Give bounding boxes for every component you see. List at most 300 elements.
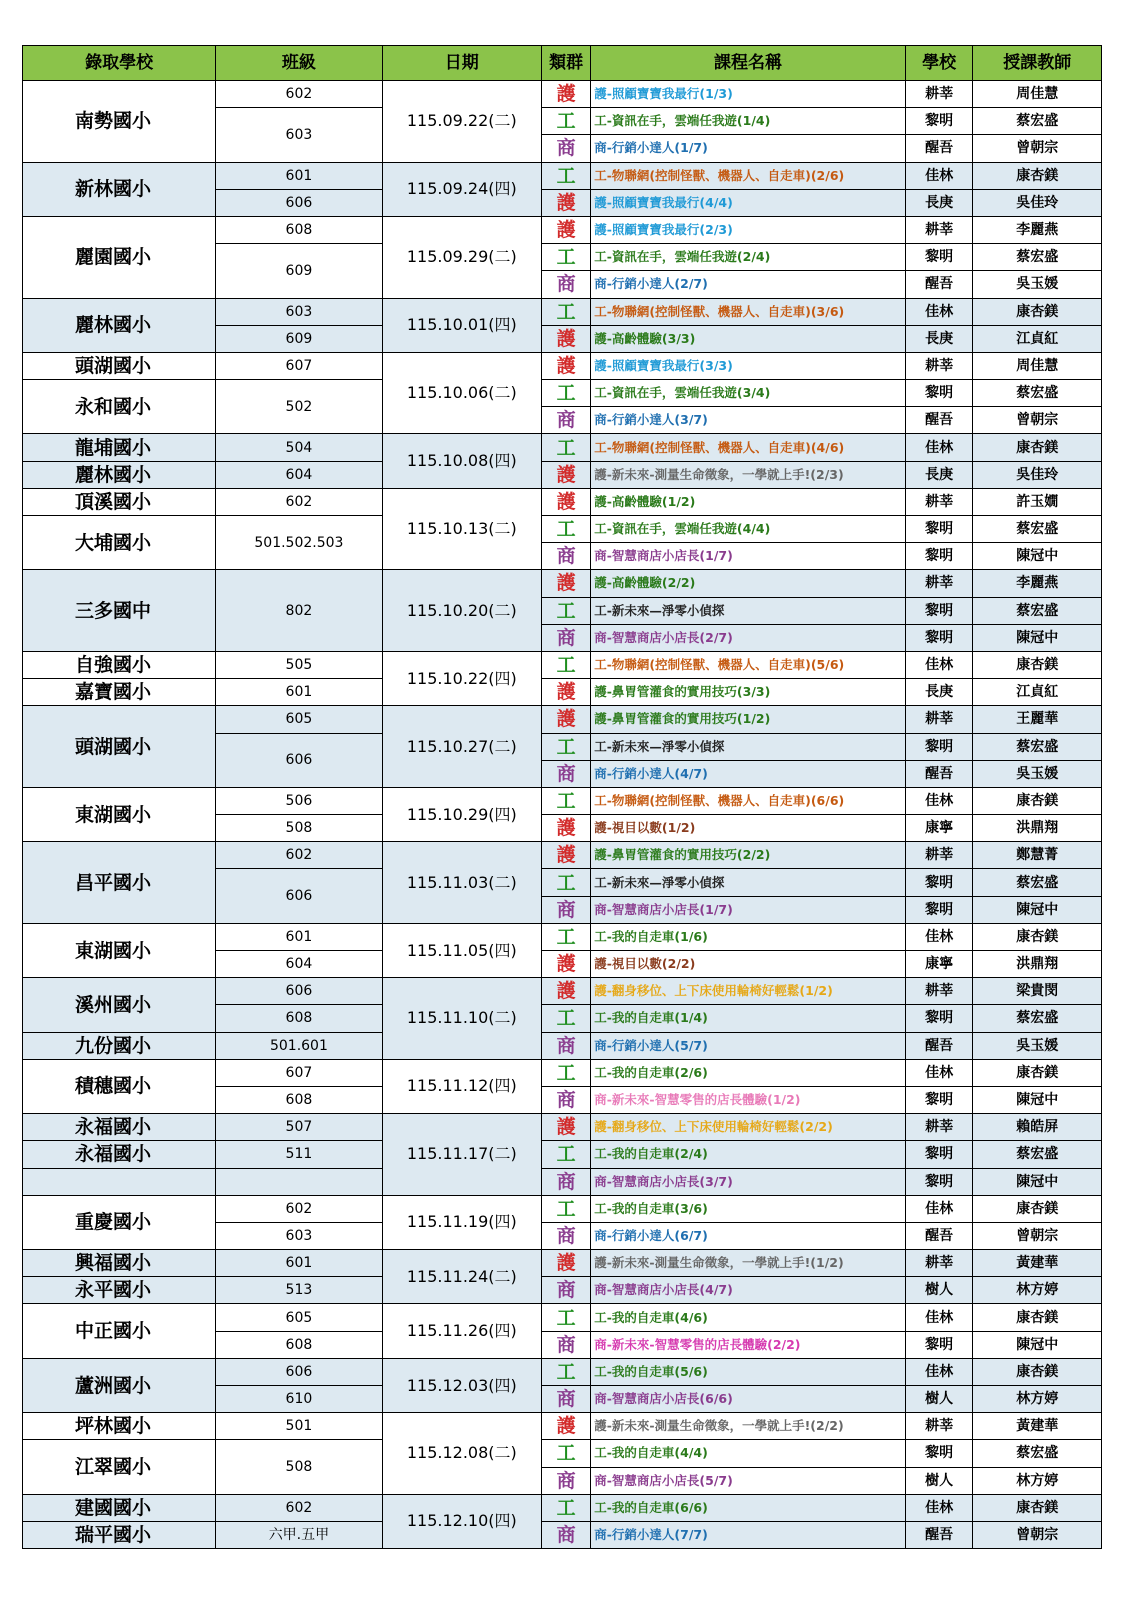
date-cell: 115.10.27(二) (382, 706, 541, 788)
school-name-cell: 嘉寶國小 (23, 679, 216, 706)
location-cell: 康寧 (905, 815, 973, 842)
class-cell: 603 (216, 108, 382, 162)
location-cell: 康寧 (905, 951, 973, 978)
location-cell: 耕莘 (905, 81, 973, 108)
category-badge-cell: 護 (541, 679, 590, 706)
category-badge-cell: 護 (541, 189, 590, 216)
course-name-cell: 商-智慧商店小店長(1/7) (591, 543, 905, 570)
class-cell: 501.502.503 (216, 516, 382, 570)
location-cell: 佳林 (905, 1494, 973, 1521)
table-row (23, 1413, 1102, 1440)
class-cell: 606 (216, 978, 382, 1005)
category-badge-cell: 工 (541, 380, 590, 407)
category-badge-cell: 工 (541, 1358, 590, 1385)
date-cell: 115.09.24(四) (382, 162, 541, 216)
course-name-cell: 工-我的自走車(2/6) (591, 1059, 905, 1086)
teacher-cell: 蔡宏盛 (973, 380, 1102, 407)
header-date: 日期 (382, 46, 541, 81)
category-badge-cell: 工 (541, 1141, 590, 1168)
teacher-cell: 李麗燕 (973, 216, 1102, 243)
course-name-cell: 商-行銷小達人(2/7) (591, 271, 905, 298)
category-badge-cell: 護 (541, 1413, 590, 1440)
location-cell: 黎明 (905, 1331, 973, 1358)
header-category: 類群 (541, 46, 590, 81)
school-name-cell: 興福國小 (23, 1250, 216, 1277)
school-name-cell: 麗林國小 (23, 298, 216, 352)
teacher-cell: 鄭慧菁 (973, 842, 1102, 869)
location-cell: 黎明 (905, 896, 973, 923)
course-name-cell: 商-智慧商店小店長(6/6) (591, 1386, 905, 1413)
class-cell: 607 (216, 352, 382, 379)
table-row (23, 787, 1102, 814)
course-name-cell: 工-新未來—淨零小偵探 (591, 597, 905, 624)
teacher-cell: 蔡宏盛 (973, 1440, 1102, 1467)
location-cell: 醒吾 (905, 1032, 973, 1059)
class-cell: 506 (216, 787, 382, 814)
location-cell: 耕莘 (905, 216, 973, 243)
location-cell: 黎明 (905, 869, 973, 896)
class-cell: 608 (216, 1086, 382, 1113)
course-name-cell: 商-智慧商店小店長(4/7) (591, 1277, 905, 1304)
date-cell: 115.09.29(二) (382, 216, 541, 298)
teacher-cell: 王麗華 (973, 706, 1102, 733)
course-name-cell: 商-智慧商店小店長(5/7) (591, 1467, 905, 1494)
table-row (23, 162, 1102, 189)
location-cell: 耕莘 (905, 570, 973, 597)
class-cell: 609 (216, 325, 382, 352)
category-badge-cell: 工 (541, 1304, 590, 1331)
date-cell: 115.11.10(二) (382, 978, 541, 1060)
location-cell: 長庚 (905, 189, 973, 216)
school-name-cell: 麗園國小 (23, 216, 216, 298)
teacher-cell: 陳冠中 (973, 1168, 1102, 1195)
teacher-cell: 陳冠中 (973, 624, 1102, 651)
teacher-cell: 許玉嫺 (973, 488, 1102, 515)
course-name-cell: 護-照顧寶寶我最行(3/3) (591, 352, 905, 379)
teacher-cell: 梁貴閔 (973, 978, 1102, 1005)
location-cell: 醒吾 (905, 135, 973, 162)
course-name-cell: 工-我的自走車(5/6) (591, 1358, 905, 1385)
school-name-cell: 頂溪國小 (23, 488, 216, 515)
course-name-cell: 工-我的自走車(1/4) (591, 1005, 905, 1032)
category-badge-cell: 護 (541, 1250, 590, 1277)
date-cell: 115.11.19(四) (382, 1195, 541, 1249)
school-name-cell: 九份國小 (23, 1032, 216, 1059)
school-name-cell: 龍埔國小 (23, 434, 216, 461)
course-name-cell: 工-物聯網(控制怪獸、機器人、自走車)(3/6) (591, 298, 905, 325)
date-cell: 115.11.26(四) (382, 1304, 541, 1358)
class-cell: 608 (216, 1005, 382, 1032)
location-cell: 醒吾 (905, 1222, 973, 1249)
course-name-cell: 商-行銷小達人(3/7) (591, 407, 905, 434)
location-cell: 耕莘 (905, 352, 973, 379)
course-name-cell: 護-高齡體驗(2/2) (591, 570, 905, 597)
teacher-cell: 周佳慧 (973, 352, 1102, 379)
school-name-cell: 建國國小 (23, 1494, 216, 1521)
location-cell: 佳林 (905, 162, 973, 189)
teacher-cell: 康杏鎂 (973, 1494, 1102, 1521)
category-badge-cell: 工 (541, 244, 590, 271)
class-cell: 505 (216, 651, 382, 678)
school-name-cell: 東湖國小 (23, 923, 216, 977)
category-badge-cell: 商 (541, 1386, 590, 1413)
teacher-cell: 蔡宏盛 (973, 108, 1102, 135)
table-row (23, 923, 1102, 950)
course-name-cell: 護-照顧寶寶我最行(1/3) (591, 81, 905, 108)
course-name-cell: 商-行銷小達人(1/7) (591, 135, 905, 162)
category-badge-cell: 護 (541, 570, 590, 597)
table-row (23, 216, 1102, 243)
location-cell: 佳林 (905, 434, 973, 461)
teacher-cell: 陳冠中 (973, 1086, 1102, 1113)
class-cell: 605 (216, 1304, 382, 1331)
table-row (23, 1141, 1102, 1168)
table-row (23, 380, 1102, 407)
teacher-cell: 吳佳玲 (973, 189, 1102, 216)
course-name-cell: 商-行銷小達人(6/7) (591, 1222, 905, 1249)
course-name-cell: 工-物聯網(控制怪獸、機器人、自走車)(5/6) (591, 651, 905, 678)
class-cell: 504 (216, 434, 382, 461)
teacher-cell: 吳玉媛 (973, 760, 1102, 787)
class-cell: 501 (216, 1413, 382, 1440)
class-cell: 508 (216, 815, 382, 842)
course-name-cell: 護-新未來-測量生命徵象，一學就上手!(1/2) (591, 1250, 905, 1277)
course-name-cell: 商-智慧商店小店長(3/7) (591, 1168, 905, 1195)
header-row (23, 46, 1102, 81)
location-cell: 耕莘 (905, 842, 973, 869)
class-cell: 606 (216, 189, 382, 216)
category-badge-cell: 商 (541, 1521, 590, 1548)
teacher-cell: 吳玉媛 (973, 271, 1102, 298)
teacher-cell: 康杏鎂 (973, 1304, 1102, 1331)
teacher-cell: 陳冠中 (973, 896, 1102, 923)
header-school: 錄取學校 (23, 46, 216, 81)
teacher-cell: 康杏鎂 (973, 923, 1102, 950)
course-name-cell: 護-翻身移位、上下床使用輪椅好輕鬆(1/2) (591, 978, 905, 1005)
location-cell: 耕莘 (905, 1114, 973, 1141)
class-cell: 513 (216, 1277, 382, 1304)
location-cell: 黎明 (905, 1141, 973, 1168)
teacher-cell: 康杏鎂 (973, 434, 1102, 461)
category-badge-cell: 工 (541, 1005, 590, 1032)
teacher-cell: 陳冠中 (973, 1331, 1102, 1358)
teacher-cell: 周佳慧 (973, 81, 1102, 108)
location-cell: 黎明 (905, 1168, 973, 1195)
school-name-cell: 昌平國小 (23, 842, 216, 924)
school-name-cell: 永福國小 (23, 1114, 216, 1141)
location-cell: 佳林 (905, 1304, 973, 1331)
category-badge-cell: 工 (541, 434, 590, 461)
category-badge-cell: 工 (541, 1195, 590, 1222)
teacher-cell: 蔡宏盛 (973, 516, 1102, 543)
category-badge-cell: 護 (541, 461, 590, 488)
table-row (23, 978, 1102, 1005)
location-cell: 樹人 (905, 1386, 973, 1413)
table-row (23, 1304, 1102, 1331)
school-name-cell: 大埔國小 (23, 516, 216, 570)
teacher-cell: 蔡宏盛 (973, 869, 1102, 896)
course-name-cell: 護-新未來-測量生命徵象，一學就上手!(2/2) (591, 1413, 905, 1440)
class-cell: 508 (216, 1440, 382, 1494)
category-badge-cell: 護 (541, 488, 590, 515)
table-row (23, 1277, 1102, 1304)
teacher-cell: 康杏鎂 (973, 162, 1102, 189)
category-badge-cell: 工 (541, 298, 590, 325)
location-cell: 佳林 (905, 1059, 973, 1086)
location-cell: 佳林 (905, 1195, 973, 1222)
table-row (23, 1250, 1102, 1277)
location-cell: 耕莘 (905, 1413, 973, 1440)
category-badge-cell: 商 (541, 1331, 590, 1358)
table-row (23, 1195, 1102, 1222)
school-name-cell: 永平國小 (23, 1277, 216, 1304)
course-name-cell: 工-我的自走車(3/6) (591, 1195, 905, 1222)
location-cell: 樹人 (905, 1467, 973, 1494)
table-row (23, 1114, 1102, 1141)
teacher-cell: 賴皓屏 (973, 1114, 1102, 1141)
table-row (23, 1440, 1102, 1467)
teacher-cell: 林方婷 (973, 1467, 1102, 1494)
category-badge-cell: 工 (541, 923, 590, 950)
category-badge-cell: 工 (541, 516, 590, 543)
school-name-cell: 永福國小 (23, 1141, 216, 1168)
category-badge-cell: 護 (541, 1114, 590, 1141)
table-row (23, 434, 1102, 461)
location-cell: 黎明 (905, 516, 973, 543)
school-name-cell: 新林國小 (23, 162, 216, 216)
teacher-cell: 康杏鎂 (973, 298, 1102, 325)
course-name-cell: 護-鼻胃管灌食的實用技巧(1/2) (591, 706, 905, 733)
course-name-cell: 護-照顧寶寶我最行(2/3) (591, 216, 905, 243)
category-badge-cell: 工 (541, 1494, 590, 1521)
course-name-cell: 工-我的自走車(2/4) (591, 1141, 905, 1168)
table-row (23, 461, 1102, 488)
teacher-cell: 陳冠中 (973, 543, 1102, 570)
location-cell: 佳林 (905, 651, 973, 678)
school-name-cell (23, 1168, 216, 1195)
class-cell: 602 (216, 81, 382, 108)
class-cell: 511 (216, 1141, 382, 1168)
class-cell: 502 (216, 380, 382, 434)
category-badge-cell: 護 (541, 216, 590, 243)
category-badge-cell: 商 (541, 760, 590, 787)
category-badge-cell: 工 (541, 651, 590, 678)
location-cell: 黎明 (905, 543, 973, 570)
table-row (23, 706, 1102, 733)
table-row (23, 516, 1102, 543)
course-name-cell: 商-行銷小達人(4/7) (591, 760, 905, 787)
school-name-cell: 永和國小 (23, 380, 216, 434)
course-name-cell: 工-資訊在手，雲端任我遊(2/4) (591, 244, 905, 271)
class-cell: 605 (216, 706, 382, 733)
location-cell: 黎明 (905, 1440, 973, 1467)
class-cell: 604 (216, 951, 382, 978)
class-cell: 604 (216, 461, 382, 488)
table-row (23, 679, 1102, 706)
course-name-cell: 護-視目以數(2/2) (591, 951, 905, 978)
category-badge-cell: 工 (541, 733, 590, 760)
course-name-cell: 護-鼻胃管灌食的實用技巧(3/3) (591, 679, 905, 706)
class-cell: 610 (216, 1386, 382, 1413)
class-cell: 601 (216, 923, 382, 950)
category-badge-cell: 護 (541, 325, 590, 352)
table-row (23, 488, 1102, 515)
teacher-cell: 蔡宏盛 (973, 597, 1102, 624)
location-cell: 長庚 (905, 325, 973, 352)
category-badge-cell: 護 (541, 978, 590, 1005)
class-cell: 六甲.五甲 (216, 1521, 382, 1548)
school-name-cell: 重慶國小 (23, 1195, 216, 1249)
teacher-cell: 曾朝宗 (973, 1222, 1102, 1249)
location-cell: 黎明 (905, 624, 973, 651)
course-name-cell: 商-行銷小達人(5/7) (591, 1032, 905, 1059)
category-badge-cell: 商 (541, 1222, 590, 1249)
school-name-cell: 江翠國小 (23, 1440, 216, 1494)
date-cell: 115.11.17(二) (382, 1114, 541, 1196)
header-class: 班級 (216, 46, 382, 81)
date-cell: 115.12.08(二) (382, 1413, 541, 1495)
course-name-cell: 工-資訊在手，雲端任我遊(4/4) (591, 516, 905, 543)
school-name-cell: 頭湖國小 (23, 706, 216, 788)
teacher-cell: 康杏鎂 (973, 1195, 1102, 1222)
course-name-cell: 工-我的自走車(1/6) (591, 923, 905, 950)
teacher-cell: 康杏鎂 (973, 651, 1102, 678)
class-cell: 601 (216, 1250, 382, 1277)
school-name-cell: 中正國小 (23, 1304, 216, 1358)
teacher-cell: 蔡宏盛 (973, 1141, 1102, 1168)
school-name-cell: 坪林國小 (23, 1413, 216, 1440)
teacher-cell: 蔡宏盛 (973, 244, 1102, 271)
class-cell: 609 (216, 244, 382, 298)
course-name-cell: 工-我的自走車(4/4) (591, 1440, 905, 1467)
category-badge-cell: 工 (541, 1440, 590, 1467)
date-cell: 115.11.24(二) (382, 1250, 541, 1304)
location-cell: 長庚 (905, 679, 973, 706)
school-name-cell: 頭湖國小 (23, 352, 216, 379)
location-cell: 醒吾 (905, 760, 973, 787)
course-name-cell: 護-鼻胃管灌食的實用技巧(2/2) (591, 842, 905, 869)
location-cell: 佳林 (905, 1358, 973, 1385)
class-cell: 608 (216, 1331, 382, 1358)
school-name-cell: 東湖國小 (23, 787, 216, 841)
course-name-cell: 工-資訊在手，雲端任我遊(3/4) (591, 380, 905, 407)
location-cell: 耕莘 (905, 978, 973, 1005)
table-row (23, 352, 1102, 379)
course-name-cell: 護-高齡體驗(1/2) (591, 488, 905, 515)
course-name-cell: 工-物聯網(控制怪獸、機器人、自走車)(6/6) (591, 787, 905, 814)
course-name-cell: 工-新未來—淨零小偵探 (591, 869, 905, 896)
course-name-cell: 商-智慧商店小店長(1/7) (591, 896, 905, 923)
table-row (23, 842, 1102, 869)
date-cell: 115.10.22(四) (382, 651, 541, 705)
course-name-cell: 護-照顧寶寶我最行(4/4) (591, 189, 905, 216)
course-name-cell: 商-行銷小達人(7/7) (591, 1521, 905, 1548)
school-name-cell: 自強國小 (23, 651, 216, 678)
teacher-cell: 江貞紅 (973, 679, 1102, 706)
category-badge-cell: 護 (541, 352, 590, 379)
date-cell: 115.10.08(四) (382, 434, 541, 488)
category-badge-cell: 商 (541, 624, 590, 651)
location-cell: 佳林 (905, 787, 973, 814)
category-badge-cell: 商 (541, 1032, 590, 1059)
course-name-cell: 商-智慧商店小店長(2/7) (591, 624, 905, 651)
location-cell: 黎明 (905, 597, 973, 624)
category-badge-cell: 商 (541, 1168, 590, 1195)
location-cell: 黎明 (905, 1086, 973, 1113)
category-badge-cell: 工 (541, 162, 590, 189)
location-cell: 醒吾 (905, 271, 973, 298)
category-badge-cell: 商 (541, 543, 590, 570)
date-cell: 115.10.13(二) (382, 488, 541, 570)
location-cell: 醒吾 (905, 407, 973, 434)
course-name-cell: 工-我的自走車(4/6) (591, 1304, 905, 1331)
table-row (23, 570, 1102, 597)
class-cell: 507 (216, 1114, 382, 1141)
category-badge-cell: 商 (541, 407, 590, 434)
class-cell: 602 (216, 1494, 382, 1521)
course-name-cell: 護-高齡體驗(3/3) (591, 325, 905, 352)
course-name-cell: 護-翻身移位、上下床使用輪椅好輕鬆(2/2) (591, 1114, 905, 1141)
class-cell: 602 (216, 842, 382, 869)
category-badge-cell: 護 (541, 81, 590, 108)
class-cell: 606 (216, 1358, 382, 1385)
category-badge-cell: 商 (541, 1467, 590, 1494)
category-badge-cell: 護 (541, 951, 590, 978)
course-name-cell: 商-新未來-智慧零售的店長體驗(2/2) (591, 1331, 905, 1358)
teacher-cell: 康杏鎂 (973, 787, 1102, 814)
teacher-cell: 黃建華 (973, 1413, 1102, 1440)
table-row (23, 1494, 1102, 1521)
class-cell (216, 1168, 382, 1195)
category-badge-cell: 工 (541, 869, 590, 896)
category-badge-cell: 商 (541, 1277, 590, 1304)
date-cell: 115.12.03(四) (382, 1358, 541, 1412)
location-cell: 黎明 (905, 1005, 973, 1032)
class-cell: 602 (216, 488, 382, 515)
teacher-cell: 吳佳玲 (973, 461, 1102, 488)
teacher-cell: 蔡宏盛 (973, 733, 1102, 760)
table-row (23, 1521, 1102, 1548)
class-cell: 603 (216, 298, 382, 325)
class-cell: 606 (216, 733, 382, 787)
category-badge-cell: 商 (541, 896, 590, 923)
course-name-cell: 護-視目以數(1/2) (591, 815, 905, 842)
date-cell: 115.11.12(四) (382, 1059, 541, 1113)
course-name-cell: 工-物聯網(控制怪獸、機器人、自走車)(4/6) (591, 434, 905, 461)
category-badge-cell: 護 (541, 706, 590, 733)
school-name-cell: 積穗國小 (23, 1059, 216, 1113)
date-cell: 115.10.06(二) (382, 352, 541, 434)
course-name-cell: 商-新未來-智慧零售的店長體驗(1/2) (591, 1086, 905, 1113)
table-row (23, 81, 1102, 108)
teacher-cell: 曾朝宗 (973, 1521, 1102, 1548)
table-row (23, 1168, 1102, 1195)
date-cell: 115.09.22(二) (382, 81, 541, 163)
class-cell: 501.601 (216, 1032, 382, 1059)
class-cell: 603 (216, 1222, 382, 1249)
location-cell: 醒吾 (905, 1521, 973, 1548)
teacher-cell: 洪鼎翔 (973, 951, 1102, 978)
teacher-cell: 康杏鎂 (973, 1059, 1102, 1086)
category-badge-cell: 護 (541, 815, 590, 842)
course-name-cell: 護-新未來-測量生命徵象，一學就上手!(2/3) (591, 461, 905, 488)
date-cell: 115.11.05(四) (382, 923, 541, 977)
header-teacher: 授課教師 (973, 46, 1102, 81)
category-badge-cell: 工 (541, 1059, 590, 1086)
location-cell: 佳林 (905, 923, 973, 950)
class-cell: 601 (216, 679, 382, 706)
teacher-cell: 洪鼎翔 (973, 815, 1102, 842)
